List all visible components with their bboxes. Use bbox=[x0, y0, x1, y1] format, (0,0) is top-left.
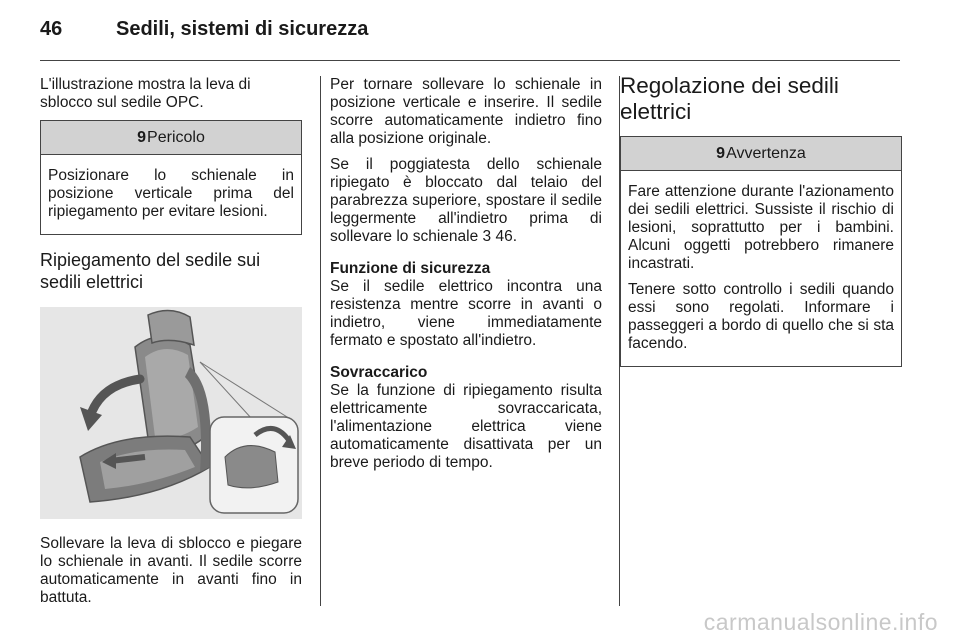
column-middle bbox=[330, 76, 602, 480]
overload-label: Sovraccarico bbox=[330, 364, 428, 381]
section-heading: Regolazione dei sedili elettrici bbox=[620, 73, 839, 124]
overload-paragraph bbox=[330, 364, 602, 472]
danger-text: Posizionare lo schienale in posizione verticale prima del ripiegamento per evitare lesioni. bbox=[48, 167, 294, 220]
caution-box bbox=[620, 136, 902, 367]
page-reference-number: 46. bbox=[491, 228, 517, 245]
page-reference-icon: 3 bbox=[482, 228, 492, 245]
danger-title: Pericolo bbox=[147, 129, 205, 146]
subheading-folding: Ripiegamento del sedile sui sedili elettrici bbox=[40, 250, 261, 292]
return-paragraph: Per tornare sollevare lo schienale in posizione verticale e inserire. Il sedile scorre automaticamente indietro fino alla posizione originale. bbox=[330, 76, 602, 147]
figure-caption: Sollevare la leva di sblocco e piegare lo schienale in avanti. Il sedile scorre automaticamente in avanti fino in battuta. bbox=[40, 535, 302, 606]
caution-title: Avvertenza bbox=[726, 145, 806, 162]
warning-triangle-icon: 9 bbox=[137, 129, 147, 146]
caution-box-header bbox=[621, 137, 901, 171]
header-rule bbox=[40, 60, 900, 61]
safety-text: Se il sedile elettrico incontra una resistenza mentre scorre in avanti o indietro, viene immediatamente fermato e spostato all'indietro. bbox=[330, 278, 602, 349]
headrest-text: Se il poggiatesta dello schienale ripiegato è bloccato dal telaio del parabrezza superiore, spostare il sedile leggermente all'indietro prima di sollevare lo schienale bbox=[330, 156, 602, 245]
caution-box-body bbox=[621, 171, 901, 366]
safety-label: Funzione di sicurezza bbox=[330, 260, 491, 277]
page-header bbox=[40, 18, 368, 41]
warning-triangle-icon: 9 bbox=[716, 145, 726, 162]
danger-box bbox=[40, 120, 302, 235]
page-number: 46 bbox=[40, 18, 63, 40]
safety-paragraph bbox=[330, 260, 602, 350]
page-title: Sedili, sistemi di sicurezza bbox=[116, 18, 369, 40]
caution-text-2: Tenere sotto controllo i sedili quando essi sono regolati. Informare i passeggeri a bordo di quello che si sta facendo. bbox=[628, 281, 894, 352]
seat-illustration-icon bbox=[40, 307, 302, 519]
column-right bbox=[620, 73, 902, 381]
watermark: carmanualsonline.info bbox=[703, 609, 938, 635]
intro-paragraph: L'illustrazione mostra la leva di sblocco sul sedile OPC. bbox=[40, 76, 251, 111]
danger-box-header bbox=[41, 121, 301, 155]
danger-box-body bbox=[41, 155, 301, 234]
column-divider-1 bbox=[320, 76, 321, 606]
column-left bbox=[40, 76, 302, 615]
caution-text-1: Fare attenzione durante l'azionamento dei sedili elettrici. Sussiste il rischio di lesioni, soprattutto per i bambini. Alcuni oggetti potrebbero rimanere incastrati. bbox=[628, 183, 894, 272]
headrest-paragraph bbox=[330, 156, 602, 246]
overload-text: Se la funzione di ripiegamento risulta elettricamente sovraccaricata, l'alimentazione elettrica viene automaticamente disattivata per un breve periodo di tempo. bbox=[330, 382, 602, 471]
